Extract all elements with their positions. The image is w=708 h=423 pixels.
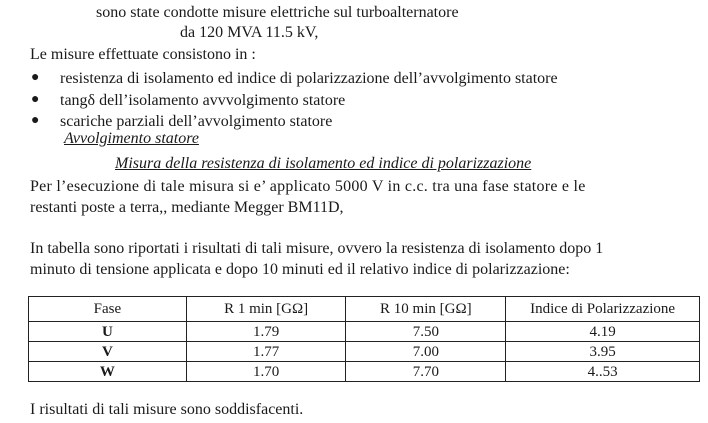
cell-r10min: 7.50 [346,322,506,342]
cell-r10min: 7.00 [346,342,506,362]
paragraph-2-line-2: minuto di tensione applicata e dopo 10 minuti ed il relativo indice di polarizzazione: [30,261,570,278]
cell-polarization-index: 4.19 [506,322,700,342]
bullet-item-3: scariche parziali dell’avvolgimento statore [60,113,333,130]
bullet-icon: ● [31,70,40,85]
bullet-icon: ● [31,92,40,107]
cell-polarization-index: 4..53 [506,362,700,382]
results-table [28,296,700,382]
header-fase: Fase [29,297,187,322]
header-polarization-index: Indice di Polarizzazione [506,297,700,322]
cell-fase: W [29,362,187,382]
table-header-row [29,297,700,322]
cell-r1min: 1.77 [186,342,346,362]
conclusion: I risultati di tali misure sono soddisfacenti. [30,401,304,418]
subsection-title: Misura della resistenza di isolamento ed indice di polarizzazione [115,155,532,172]
cell-fase: V [29,342,187,362]
cell-r1min: 1.70 [186,362,346,382]
table-row [29,322,700,342]
paragraph-1-line-2: restanti poste a terra,, mediante Megger BM11D, [30,199,344,216]
bullet-item-1: resistenza di isolamento ed indice di polarizzazione dell’avvolgimento statore [60,70,558,87]
bullet-item-2: tangδ dell’isolamento avvvolgimento statore [60,92,346,109]
header-r10min: R 10 min [GΩ] [346,297,506,322]
paragraph-1-line-1: Per l’esecuzione di tale misura si e’ applicato 5000 V in c.c. tra una fase statore e le [30,178,586,195]
measures-heading: Le misure effettuate consistono in : [30,46,256,63]
cell-polarization-index: 3.95 [506,342,700,362]
table-row [29,362,700,382]
intro-line-1: sono state condotte misure elettriche sul turboalternatore [96,4,459,21]
paragraph-2-line-1: In tabella sono riportati i risultati di tali misure, ovvero la resistenza di isolamento dopo 1 [30,240,604,257]
bullet-icon: ● [31,113,40,128]
section-title: Avvolgimento statore [64,130,199,147]
header-r1min: R 1 min [GΩ] [186,297,346,322]
cell-r1min: 1.79 [186,322,346,342]
table-row [29,342,700,362]
intro-line-2: da 120 MVA 11.5 kV, [180,24,319,41]
cell-fase: U [29,322,187,342]
cell-r10min: 7.70 [346,362,506,382]
